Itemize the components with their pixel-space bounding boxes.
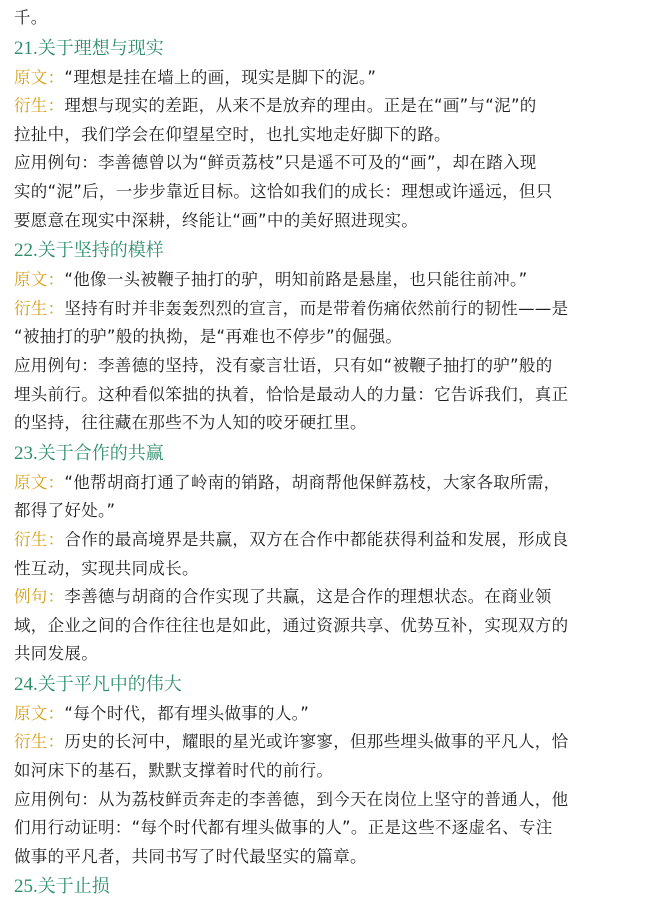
derive-text: 理想与现实的差距，从来不是放弃的理由。正是在“画”与“泥”的 [64,96,537,116]
section-23 [14,438,649,669]
original-label: 原文： [14,67,65,87]
example-line [14,149,649,178]
original-label: 原文： [14,472,65,492]
section-heading [14,871,649,902]
example-label: 例句： [14,587,65,607]
example-line: 的坚持，往往藏在那些不为人知的咬牙硬扛里。 [14,413,367,433]
example-line: 共同发展。 [14,644,98,664]
original-line [14,700,649,729]
derive-text: 历史的长河中，耀眼的星光或许寥寥，但那些埋头做事的平凡人，恰 [64,732,569,752]
section-title: 关于平凡中的伟大 [37,673,182,695]
section-21 [14,33,649,236]
example-line: 要愿意在现实中深耕，终能让“画”中的美好照进现实。 [14,210,419,230]
derive-line: 如河床下的基石，默默支撑着时代的前行。 [14,761,334,781]
derive-label: 衍生： [14,298,65,318]
example-line [14,352,649,381]
original-label: 原文： [14,270,65,290]
section-heading [14,235,649,266]
section-24 [14,669,649,872]
example-text: 李善德的坚持，没有豪言壮语，只有如“被鞭子抽打的驴”般的 [98,355,553,375]
derive-label: 衍生： [14,732,65,752]
derive-line: “被抽打的驴”般的执拗，是“再难也不停步”的倔强。 [14,327,403,347]
example-line: 做事的平凡者，共同书写了时代最坚实的篇章。 [14,846,367,866]
example-label: 应用例句： [14,355,98,375]
section-heading [14,33,649,64]
section-25 [14,871,649,902]
section-22 [14,235,649,438]
example-line [14,786,649,815]
derive-line: 性互动，实现共同成长。 [14,558,199,578]
section-number: 23. [14,442,38,464]
original-label: 原文： [14,703,65,723]
original-line [14,469,649,498]
derive-line [14,295,649,324]
derive-label: 衍生： [14,96,65,116]
derive-text: 合作的最高境界是共赢，双方在合作中都能获得利益和发展，形成良 [64,529,569,549]
section-number: 24. [14,673,38,695]
derive-line [14,728,649,757]
section-number: 25. [14,876,38,898]
original-text: “理想是挂在墙上的画，现实是脚下的泥。” [64,67,377,87]
example-text: 从为荔枝鲜贡奔走的李善德，到今天在岗位上坚守的普通人，他 [98,789,569,809]
section-number: 21. [14,37,38,59]
example-text: 李善德曾以为“鲜贡荔枝”只是遥不可及的“画”，却在踏入现 [98,153,537,173]
derive-line: 拉扯中，我们学会在仰望星空时，也扎实地走好脚下的路。 [14,124,451,144]
example-line: 实的“泥”后，一步步靠近目标。这恰如我们的成长：理想或许遥远，但只 [14,181,553,201]
section-heading [14,438,649,469]
section-title: 关于理想与现实 [37,37,164,59]
original-line: 都得了好处。” [14,501,116,521]
original-text: “每个时代，都有埋头做事的人。” [64,703,310,723]
intro-tail: 千。 [14,8,48,27]
section-heading [14,669,649,700]
derive-line [14,526,649,555]
example-label: 应用例句： [14,153,98,173]
original-line [14,64,649,93]
example-line: 埋头前行。这种看似笨拙的执着，恰恰是最动人的力量：它告诉我们，真正 [14,384,569,404]
section-number: 22. [14,240,38,262]
example-line [14,583,649,612]
original-text: “他帮胡商打通了岭南的销路，胡商帮他保鲜荔枝，大家各取所需， [64,472,561,492]
derive-label: 衍生： [14,529,65,549]
derive-line [14,92,649,121]
original-line [14,266,649,295]
section-title: 关于止损 [37,876,110,898]
example-label: 应用例句： [14,789,98,809]
example-line: 域，企业之间的合作往往也是如此，通过资源共享、优势互补，实现双方的 [14,615,569,635]
original-text: “他像一头被鞭子抽打的驴，明知前路是悬崖，也只能往前冲。” [64,270,528,290]
example-text: 李善德与胡商的合作实现了共赢，这是合作的理想状态。在商业领 [64,587,552,607]
section-title: 关于合作的共赢 [37,442,164,464]
section-title: 关于坚持的模样 [37,240,164,262]
derive-text: 坚持有时并非轰轰烈烈的宣言，而是带着伤痛依然前行的韧性——是 [64,298,569,318]
example-line: 们用行动证明：“每个时代都有埋头做事的人”。正是这些不逐虚名、专注 [14,818,553,838]
